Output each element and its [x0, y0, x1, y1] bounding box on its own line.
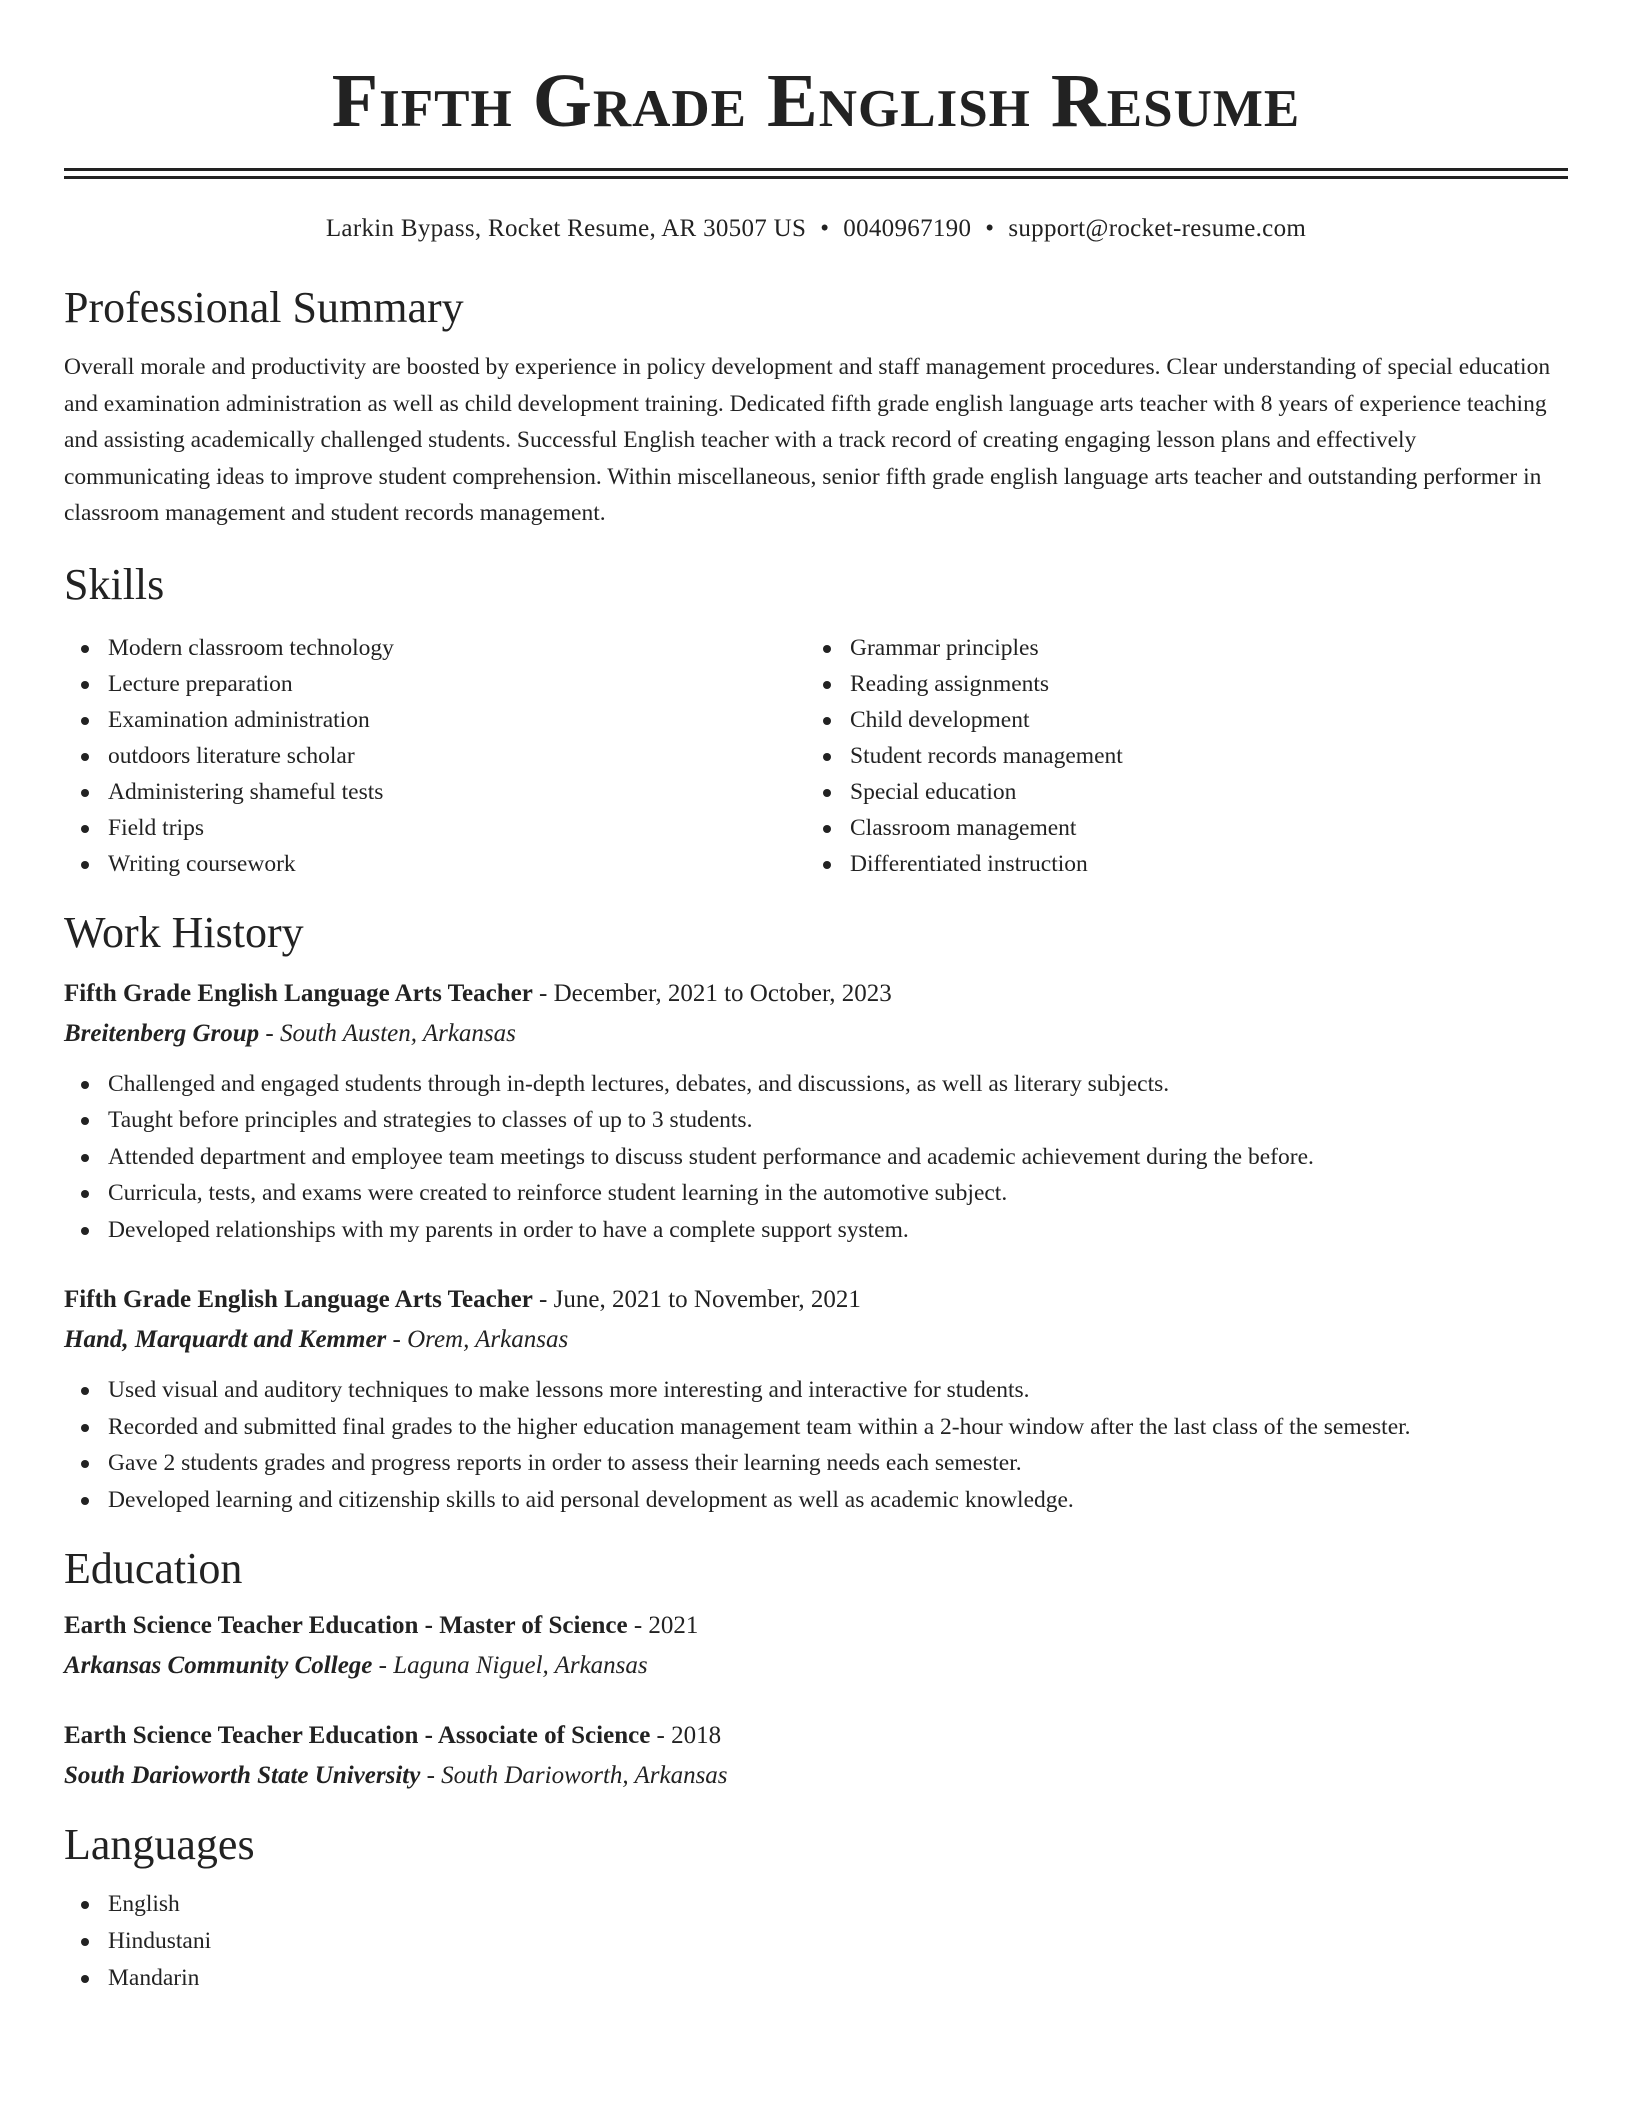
- degree-year: - 2018: [650, 1722, 722, 1749]
- summary-text: Overall morale and productivity are boosted by experience in policy development and staff management procedures. Clear understanding of special education and examination administration as well as child development training. Dedicated fifth grade english language arts teacher with 8 years of experience teaching and assisting academically challenged students. Successful English teacher with a track record of creating engaging lesson plans and effectively communicating ideas to improve student comprehension. Within miscellaneous, senior fifth grade english language arts teacher and outstanding performer in classroom management and student records management.: [64, 354, 1551, 526]
- language-item: Hindustani: [64, 1923, 1568, 1960]
- school-line: [64, 1648, 1568, 1684]
- skill-item: Differentiated instruction: [806, 846, 1548, 882]
- contact-separator: •: [820, 215, 830, 242]
- job-title: Fifth Grade English Language Arts Teacher: [64, 1286, 533, 1313]
- contact-separator: •: [985, 215, 995, 242]
- job-dates: - June, 2021 to November, 2021: [532, 1286, 861, 1313]
- job-duty: Recorded and submitted final grades to the higher education management team within a 2-hour window after the last class of the semester.: [64, 1409, 1568, 1446]
- degree-name: Earth Science Teacher Education - Associate of Science: [64, 1722, 651, 1749]
- languages-list: [64, 1886, 1568, 1997]
- resume-title: Fifth Grade English Resume: [331, 59, 1301, 143]
- job-duty: Taught before principles and strategies to classes of up to 3 students.: [64, 1102, 1568, 1139]
- education-entry: [64, 1608, 1568, 1684]
- skill-item: Student records management: [806, 738, 1548, 774]
- skill-item: Grammar principles: [806, 630, 1548, 666]
- skills-heading: Skills: [64, 559, 165, 609]
- job-title-line: [64, 976, 1568, 1012]
- school-name: South Darioworth State University: [64, 1762, 421, 1789]
- languages-heading: Languages: [64, 1820, 255, 1869]
- skill-item: Writing coursework: [64, 846, 806, 882]
- job-duty: Gave 2 students grades and progress reports in order to assess their learning needs each semester.: [64, 1445, 1568, 1482]
- employer-name: Breitenberg Group: [64, 1019, 260, 1047]
- skill-item: Classroom management: [806, 810, 1548, 846]
- skill-item: Lecture preparation: [64, 666, 806, 702]
- degree-line: [64, 1608, 1568, 1644]
- employer-name: Hand, Marquardt and Kemmer: [64, 1326, 387, 1353]
- skills-list: [64, 630, 1568, 882]
- language-item: Mandarin: [64, 1960, 1568, 1997]
- education-heading: Education: [64, 1544, 243, 1593]
- job-duty: Developed learning and citizenship skills to aid personal development as well as academic knowledge.: [64, 1482, 1568, 1519]
- school-location: - South Darioworth, Arkansas: [420, 1762, 728, 1789]
- skill-item: outdoors literature scholar: [64, 738, 806, 774]
- job-duty: Curricula, tests, and exams were created to reinforce student learning in the automotive subject.: [64, 1175, 1568, 1212]
- contact-phone: 0040967190: [843, 215, 972, 242]
- employer-location: - Orem, Arkansas: [386, 1326, 569, 1353]
- degree-year: - 2021: [627, 1612, 699, 1639]
- job-duties-list: [64, 1372, 1568, 1518]
- job-dates: - December, 2021 to October, 2023: [532, 979, 892, 1007]
- skill-item: Special education: [806, 774, 1548, 810]
- job-title: Fifth Grade English Language Arts Teacher: [64, 979, 533, 1007]
- skill-item: Field trips: [64, 810, 806, 846]
- job-entry: [64, 1282, 1568, 1518]
- school-line: [64, 1758, 1568, 1794]
- skills-column-right: [806, 630, 1548, 882]
- skill-item: Modern classroom technology: [64, 630, 806, 666]
- contact-email[interactable]: support@rocket-resume.com: [1008, 215, 1307, 242]
- skill-item: Examination administration: [64, 702, 806, 738]
- job-duty: Challenged and engaged students through in-depth lectures, debates, and discussions, as well as literary subjects.: [64, 1066, 1568, 1103]
- employer-location: - South Austen, Arkansas: [259, 1019, 516, 1047]
- job-entry: [64, 976, 1568, 1249]
- title-divider: [64, 168, 1568, 179]
- skill-item: Child development: [806, 702, 1548, 738]
- education-entry: [64, 1718, 1568, 1794]
- school-location: - Laguna Niguel, Arkansas: [372, 1652, 648, 1679]
- degree-line: [64, 1718, 1568, 1754]
- skill-item: Reading assignments: [806, 666, 1548, 702]
- language-item: English: [64, 1886, 1568, 1923]
- employer-line: [64, 1016, 1568, 1052]
- school-name: Arkansas Community College: [64, 1652, 373, 1679]
- skills-column-left: [64, 630, 806, 882]
- employer-line: [64, 1322, 1568, 1358]
- job-title-line: [64, 1282, 1568, 1318]
- job-duties-list: [64, 1066, 1568, 1249]
- job-duty: Attended department and employee team meetings to discuss student performance and academic achievement during the before.: [64, 1139, 1568, 1176]
- work-history-heading: Work History: [64, 907, 304, 957]
- contact-line: [64, 213, 1568, 245]
- degree-name: Earth Science Teacher Education - Master of Science: [64, 1612, 628, 1639]
- summary-heading: Professional Summary: [64, 283, 464, 332]
- job-duty: Used visual and auditory techniques to make lessons more interesting and interactive for students.: [64, 1372, 1568, 1409]
- job-duty: Developed relationships with my parents in order to have a complete support system.: [64, 1212, 1568, 1249]
- contact-address: Larkin Bypass, Rocket Resume, AR 30507 US: [325, 215, 807, 242]
- skill-item: Administering shameful tests: [64, 774, 806, 810]
